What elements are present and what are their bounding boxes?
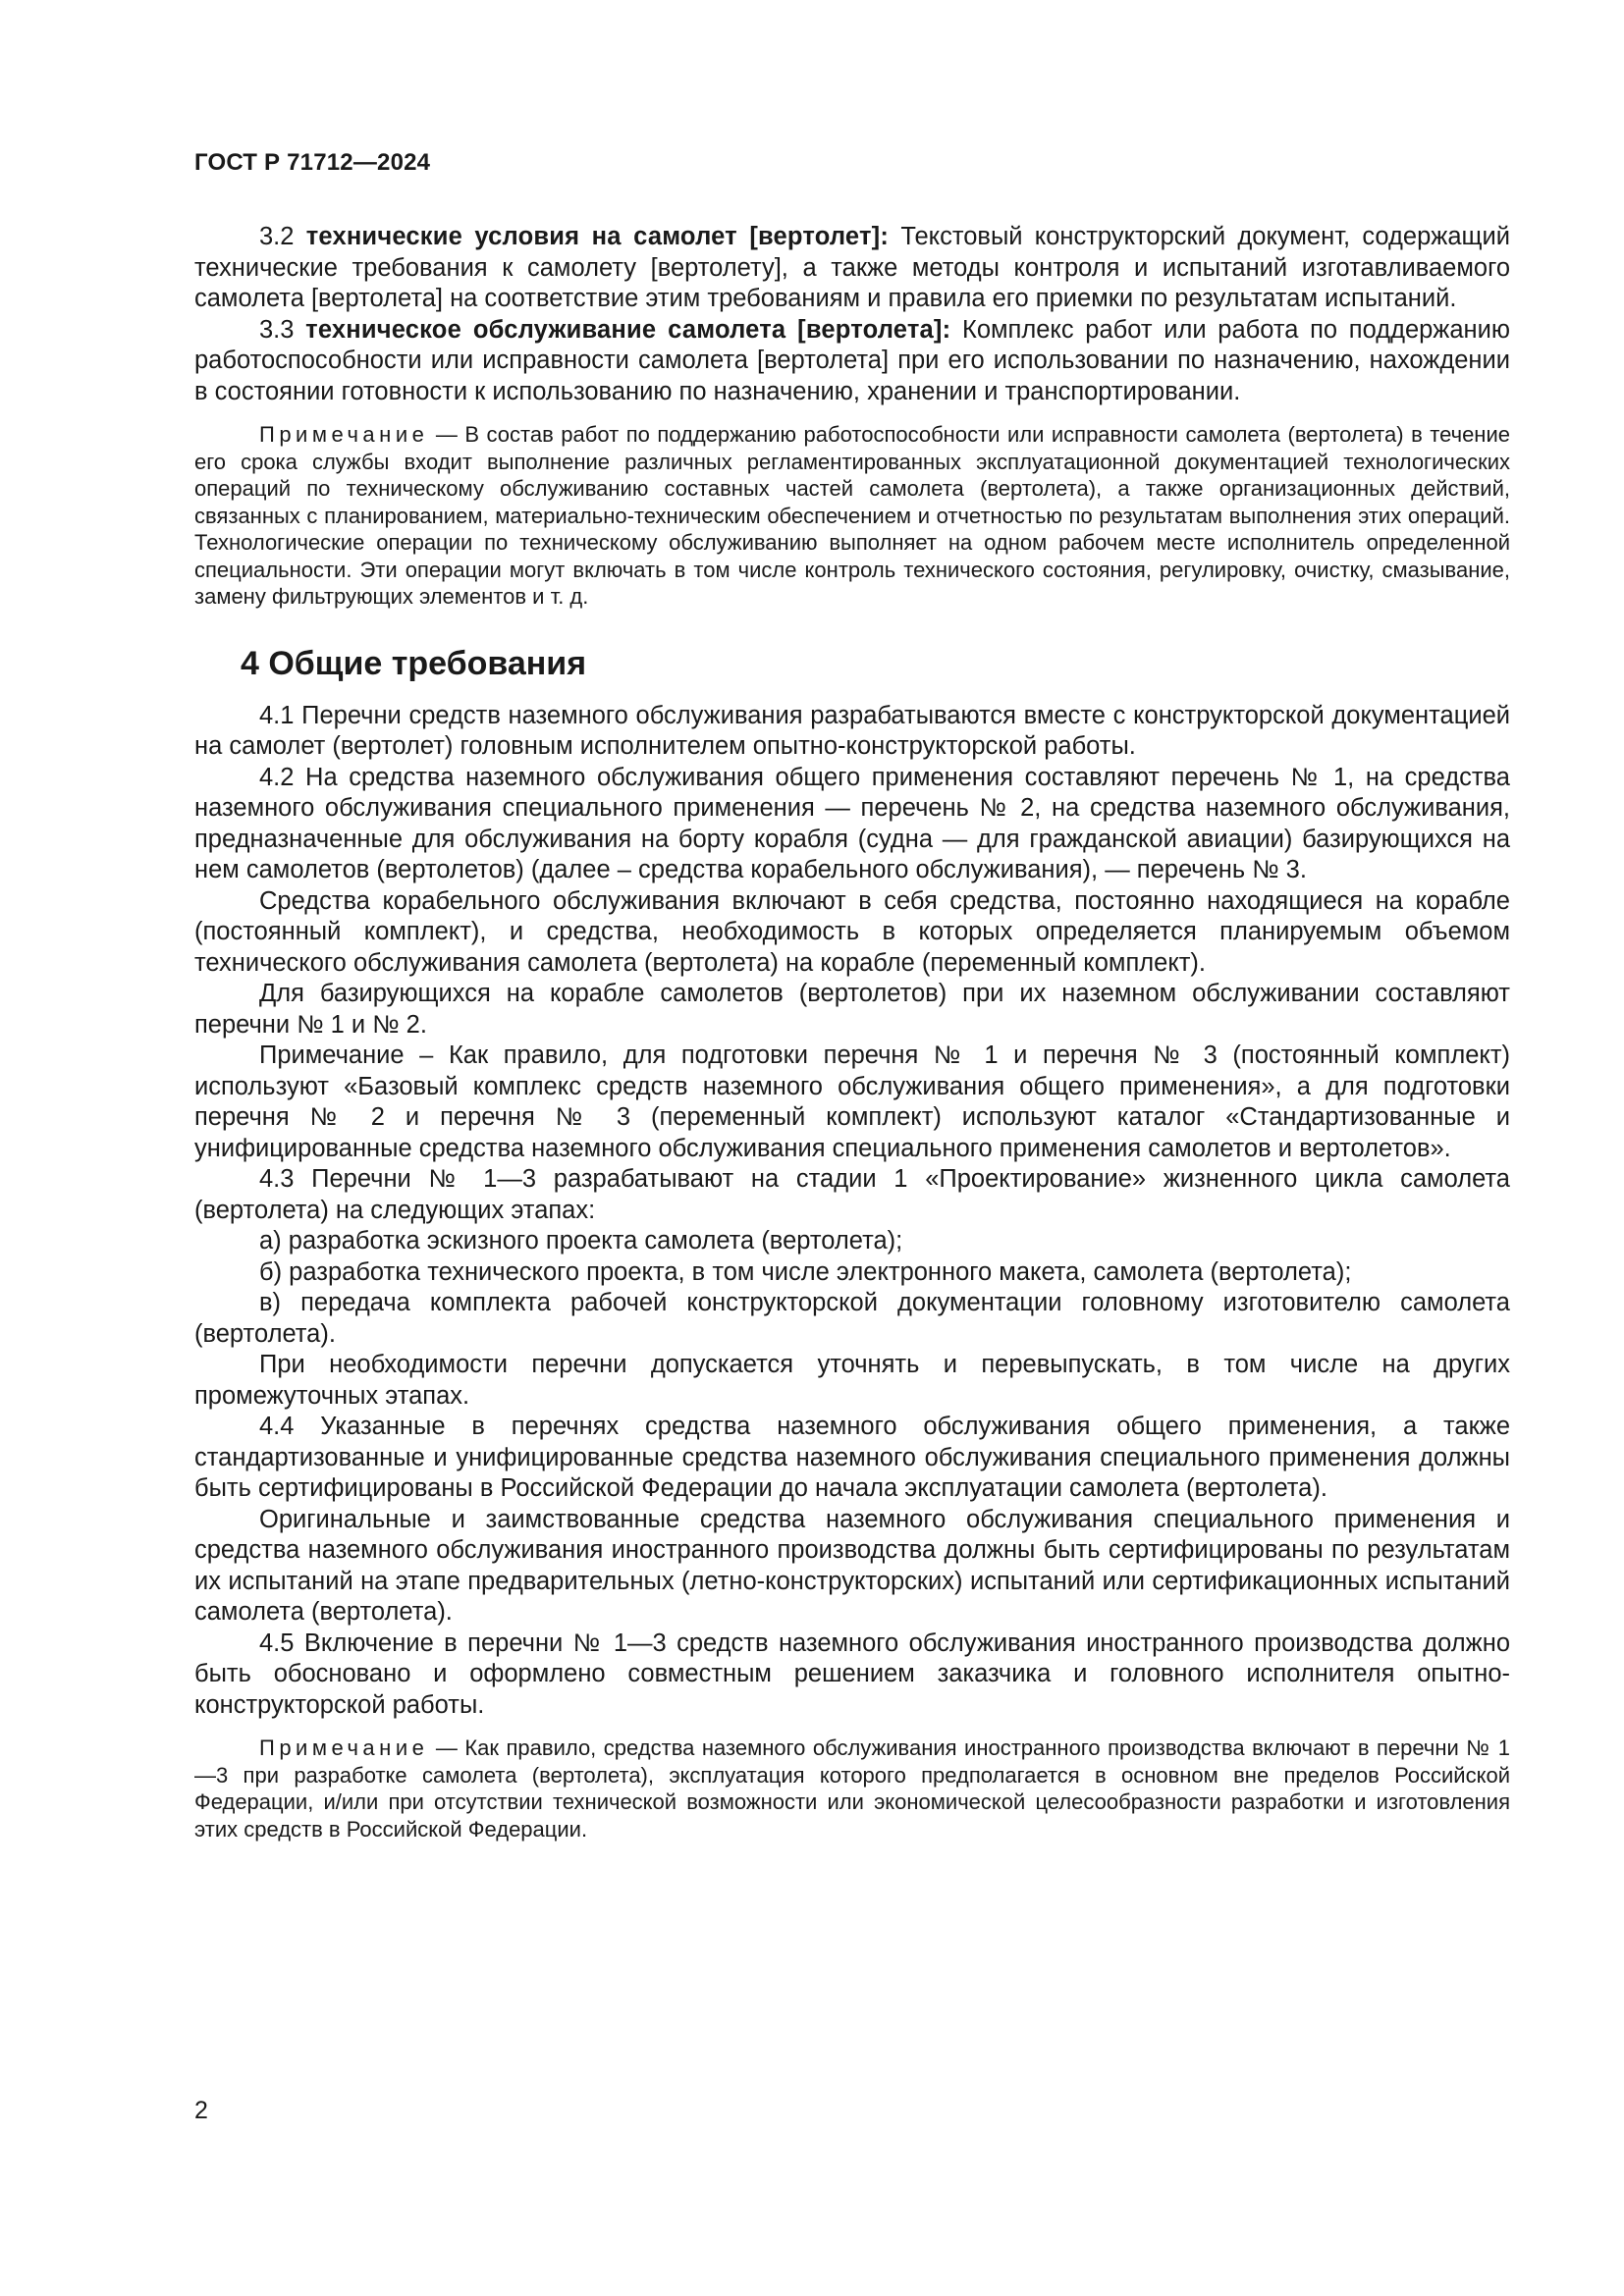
note-foreign-equipment	[194, 1735, 1510, 1842]
document-header: ГОСТ Р 71712—2024	[194, 149, 431, 176]
note-text: — Как правило, средства наземного обслуживания иностранного производства включают в перечни № 1—3 при разработке самолета (вертолета), эксплуатация которого предполагается в основном вне пределов Российской Федерации, и/или при отсутствии технической возможности или экономической целесообразности разработки и изготовления этих средств в Российской Федерации.	[194, 1735, 1510, 1842]
paragraph: 4.4 Указанные в перечнях средства наземного обслуживания общего применения, а также стандартизованные и унифицированные средства наземного обслуживания специального применения должны быть сертифицированы в Российской Федерации до начала эксплуатации самолета (вертолета).	[194, 1413, 1510, 1502]
list-item: в) передача комплекта рабочей конструкторской документации головному изготовителю самолета (вертолета).	[194, 1289, 1510, 1348]
paragraph: Для базирующихся на корабле самолетов (вертолетов) при их наземном обслуживании составляют перечни № 1 и № 2.	[194, 980, 1510, 1039]
clause-text: Текстовый конструкторский документ, содержащий технические требования к самолету [вертолету], а также методы контроля и испытаний изготавливаемого самолета [вертолета] на соответствие этим требованиям и правила его приемки по результатам испытаний.	[194, 223, 1511, 312]
paragraph: Примечание – Как правило, для подготовки перечня № 1 и перечня № 3 (постоянный комплект) используют «Базовый комплекс средств наземного обслуживания общего применения», а для подготовки перечня № 2 и перечня № 3 (переменный комплект) используют каталог «Стандартизованные и унифицированные средства наземного обслуживания специального применения самолетов и вертолетов».	[194, 1041, 1510, 1162]
note-label: Примечание	[259, 422, 429, 447]
term-definition-title: техническое обслуживание самолета [вертолета]:	[305, 315, 951, 344]
term-definition-title: технические условия на самолет [вертолет]:	[305, 223, 890, 250]
clause-number: 3.3	[259, 315, 295, 344]
clause-3-2	[194, 222, 1510, 315]
paragraph: 4.1 Перечни средств наземного обслуживания разрабатываются вместе с конструкторской документацией на самолет (вертолет) головным исполнителем опытно-конструкторской работы.	[194, 701, 1510, 760]
note-text: — В состав работ по поддержанию работоспособности или исправности самолета (вертолета) в течение его срока службы входит выполнение различных регламентированных эксплуатационной документацией технологических операций по техническому обслуживанию составных частей самолета (вертолета), а также организационных действий, связанных с планированием, материально-техническим обеспечением и отчетностью по результатам выполнения этих операций. Технологические операции по техническому обслуживанию выполняет на одном рабочем месте исполнитель определенной специальности. Эти операции могут включать в том числе контроль технического состояния, регулировку, очистку, смазывание, замену фильтрующих элементов и т. д.	[194, 422, 1510, 609]
clause-3-3	[194, 315, 1510, 408]
note-label: Примечание	[259, 1735, 429, 1760]
page-number: 2	[194, 2097, 208, 2124]
paragraph: Оригинальные и заимствованные средства наземного обслуживания специального применения и средства наземного обслуживания иностранного производства должны быть сертифицированы по результатам их испытаний на этапе предварительных (летно-конструкторских) испытаний или сертификационных испытаний самолета (вертолета).	[194, 1505, 1510, 1626]
list-item: б) разработка технического проекта, в том числе электронного макета, самолета (вертолета);	[259, 1257, 1352, 1286]
paragraph: 4.3 Перечни № 1—3 разрабатывают на стадии 1 «Проектирование» жизненного цикла самолета (вертолета) на следующих этапах:	[194, 1165, 1510, 1224]
section-4-heading: 4 Общие требования	[241, 644, 587, 682]
document-body	[194, 222, 1510, 1842]
clause-number: 3.2	[259, 223, 295, 250]
paragraph: При необходимости перечни допускается уточнять и перевыпускать, в том числе на других промежуточных этапах.	[194, 1351, 1510, 1410]
clause-text: Комплекс работ или работа по поддержанию работоспособности или исправности самолета [вертолета] при его использовании по назначению, нахождении в состоянии готовности к использованию по назначению, хранении и транспортировании.	[194, 315, 1511, 405]
paragraph: 4.5 Включение в перечни № 1—3 средств наземного обслуживания иностранного производства должно быть обосновано и оформлено совместным решением заказчика и головного исполнителя опытно-конструкторской работы.	[194, 1629, 1510, 1719]
list-item: а) разработка эскизного проекта самолета (вертолета);	[259, 1227, 903, 1255]
note-terms	[194, 421, 1510, 611]
paragraph: Средства корабельного обслуживания включают в себя средства, постоянно находящиеся на корабле (постоянный комплект), и средства, необходимость в которых определяется планируемым объемом технического обслуживания самолета (вертолета) на корабле (переменный комплект).	[194, 886, 1510, 977]
paragraph: 4.2 На средства наземного обслуживания общего применения составляют перечень № 1, на средства наземного обслуживания специального применения — перечень № 2, на средства наземного обслуживания, предназначенные для обслуживания на борту корабля (судна — для гражданской авиации) базирующихся на нем самолетов (вертолетов) (далее – средства корабельного обслуживания), — перечень № 3.	[194, 763, 1510, 883]
